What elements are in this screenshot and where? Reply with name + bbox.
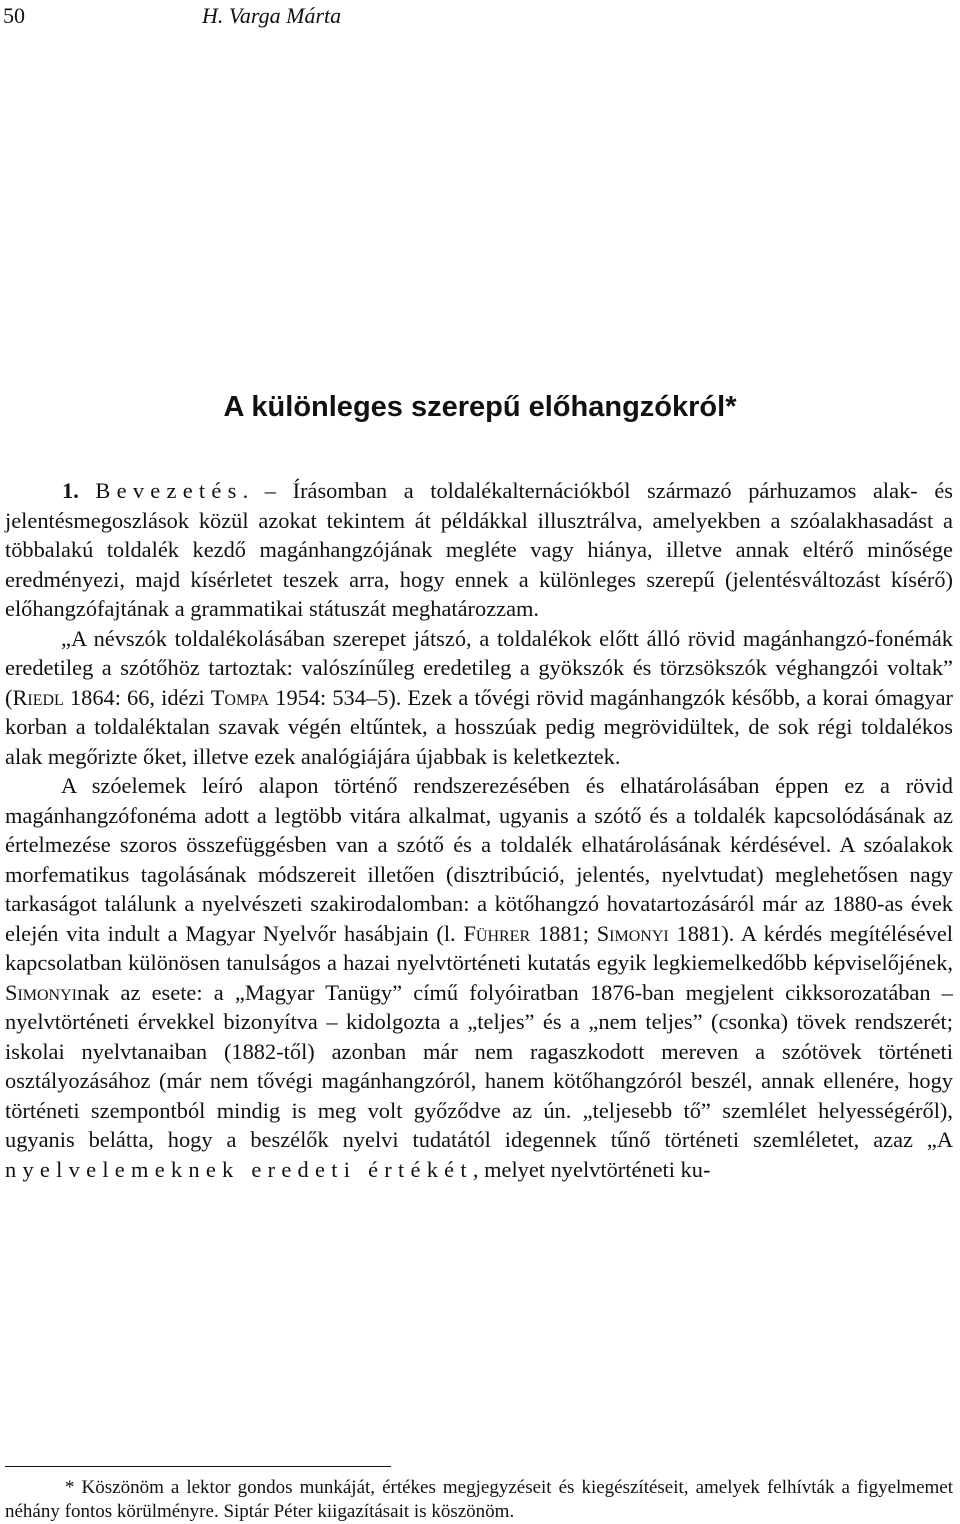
article-title: A különleges szerepű előhangzókról* xyxy=(223,391,737,423)
section-title: Bevezetés xyxy=(95,478,243,503)
article-body xyxy=(5,476,953,1184)
paragraph-text: 1864: 66, idézi xyxy=(63,684,211,710)
paragraph-text: , melyet nyelvtörténeti ku- xyxy=(472,1156,711,1182)
paragraph-text: A szóelemek leíró alapon történő rendszerezésében és elhatárolásában éppen ez a rövid magánhangzófonéma adott a legtöbb vitára alkalmat, ugyanis a szótő és a toldalék kapcsolódásának az értelmezése szoros összefüggésben van a szótő és a toldalék elhatárolásának kérdésével. A szóalakok morfematikus tagolásának módszereit illetően (disztribúció, jelentés, nyelvtudat) meglehetősen nagy tarkaságot találunk a nyelvészeti szakirodalomban: a kötőhangzó hovatartozásáról már az 1880-as évek elején vita indult a Magyar Nyelvőr hasábjain (l. xyxy=(5,773,953,946)
section-number: 1. xyxy=(62,478,79,503)
author-name-fuhrer: Führer xyxy=(463,920,531,946)
author-name-riedl: Riedl xyxy=(12,684,64,710)
paragraph-quotation xyxy=(5,624,953,772)
page-number: 50 xyxy=(3,3,25,28)
footnote: * Köszönöm a lektor gondos munkáját, értékes megjegyzéseit és kiegészítéseit, amelyek felhívták a figyelmemet néhány fontos körülményre. Siptár Péter kiigazításait is köszönöm. xyxy=(5,1477,953,1522)
paragraph-text: 1881). A kérdés megítélésével kapcsolatban különösen tanulságos a hazai nyelvtörténeti kutatás egyik legkiemelkedőbb képviselőjének, xyxy=(5,920,953,975)
spaced-emphasis: nyelvelemeknek eredeti értékét xyxy=(5,1156,473,1182)
author-name-simonyi: Simonyi xyxy=(5,979,77,1005)
author-name-simonyi: Simonyi xyxy=(596,920,669,946)
paragraph-text: 1954: 534–5). Ezek a tővégi rövid magánhangzók később, a korai ómagyar korban a toldaléktalan szavak végén eltűntek, a hosszúak pedig megrövidültek, de sok régi toldalékos alak megőrizte őket, illetve ezek analógiájára újabbak is keletkeztek. xyxy=(5,684,953,769)
paragraph-introduction xyxy=(5,476,953,624)
paragraph-text: 1881; xyxy=(530,920,597,946)
page-header xyxy=(3,3,943,33)
paragraph-text: nak az esete: a „Magyar Tanügy” című folyóiratban 1876-ban megjelent cikksorozatában – nyelvtörténeti érvekkel bizonyítva – kidolgozta a „teljes” és a „nem teljes” (csonka) tövek rendszerét; iskolai nyelvtanaiban (1882-től) azonban már nem ragaszkodott mereven a szótövek történeti osztályozásához (már nem tővégi magánhangzóról, hanem kötőhangzóról beszél, annak ellenére, hogy történeti szempontból mindig is meg volt győződve az ún. „teljesebb tő” szemlélet helyességéről), ugyanis belátta, hogy a beszélők nyelvi tudatától idegennek tűnő történeti szemléletet, azaz „A xyxy=(5,979,953,1152)
paragraph-text: „A névszók toldalékolásában szerepet játszó, a toldalékok előtt álló rövid magánhangzó-fonémák eredetileg a szótőhöz tartoztak: valószínűleg eredetileg a gyökszók és törzsökszók véghangzói voltak” ( xyxy=(5,625,953,710)
running-head-author: H. Varga Márta xyxy=(202,3,342,28)
paragraph-text: . – Írásomban a toldalékalternációkból származó párhuzamos alak- és jelentésmegoszlások közül azokat tekintem át példákkal illusztrálva, amelyekben a szóalakhasadást a többalakú toldalék kezdő magánhangzójának megléte vagy hiánya, illetve annak eltérő minősége eredményezi, majd kísérletet teszek arra, hogy ennek a különleges szerepű (jelentésváltozást kísérő) előhangzófajtának a grammatikai státuszát meghatározzam. xyxy=(5,478,953,621)
paragraph-discussion xyxy=(5,771,953,1184)
author-name-tompa: Tompa xyxy=(210,684,270,710)
footnote-divider xyxy=(5,1466,391,1467)
